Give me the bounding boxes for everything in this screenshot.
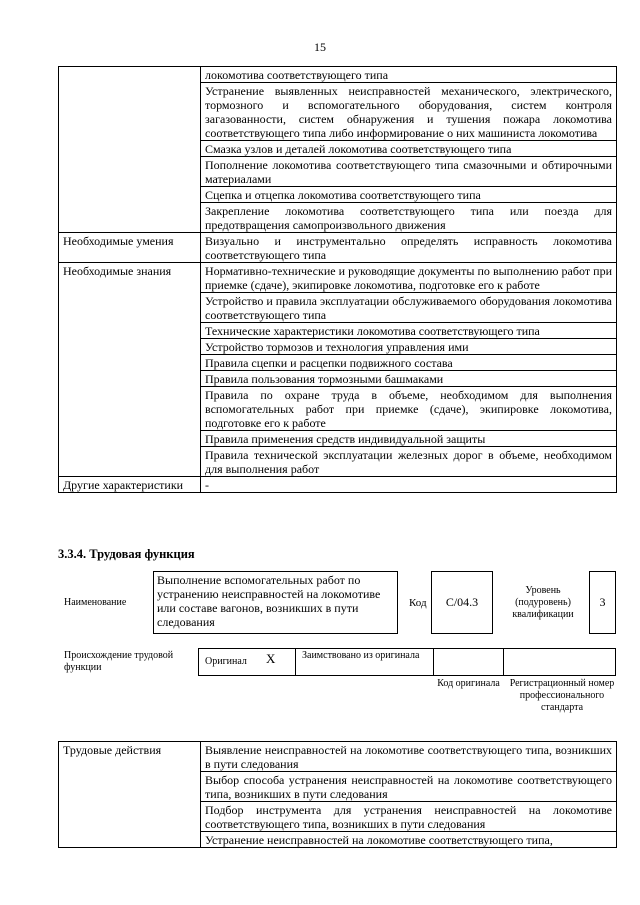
row-label	[59, 67, 201, 233]
original-mark: X	[266, 651, 276, 666]
level-label: Уровень (подуровень) квалификации	[512, 585, 574, 620]
row-text: -	[201, 477, 617, 493]
borrowed-label: Заимствовано из оригинала	[302, 650, 420, 661]
table-row	[59, 477, 617, 493]
row-text: Сцепка и отцепка локомотива соответствующего типа	[201, 187, 617, 203]
code-original-cell	[433, 648, 504, 676]
row-text: Правила применения средств индивидуальной защиты	[201, 431, 617, 447]
name-label: Наименование	[64, 597, 127, 608]
page-number: 15	[314, 40, 326, 54]
table-row	[59, 742, 617, 772]
reg-number-label: Регистрационный номер профессионального стандарта	[509, 678, 615, 713]
row-text: Закрепление локомотива соответствующего типа или поезда для предотвращения самопроизвольного движения	[201, 203, 617, 233]
function-name-box: Выполнение вспомогательных работ по устранению неисправностей на локомотиве или составе вагонов, возникших в пути следования	[153, 571, 398, 634]
level-value-box: 3	[589, 571, 616, 634]
row-text: Технические характеристики локомотива соответствующего типа	[201, 323, 617, 339]
labor-actions-table	[58, 741, 617, 848]
row-text: Устранение выявленных неисправностей механического, электрического, тормозного и вспомогательного оборудования, систем контроля загазованности, систем обнаружения и тушения пожара локомотива соответствующего типа либо информирование о них машиниста локомотива	[201, 83, 617, 141]
origin-label: Происхождение трудовой функции	[64, 650, 174, 673]
row-text: Правила по охране труда в объеме, необходимом для выполнения вспомогательных работ при приемке (сдаче), экипировке локомотива, подготовке его к работе	[201, 387, 617, 431]
table-row	[59, 67, 617, 83]
row-text: Правила технической эксплуатации железных дорог в объеме, необходимом для выполнения работ	[201, 447, 617, 477]
row-text: Устранение неисправностей на локомотиве соответствующего типа,	[201, 832, 617, 848]
row-text: Визуально и инструментально определять исправность локомотива соответствующего типа	[201, 233, 617, 263]
code-value-box: С/04.3	[431, 571, 493, 634]
row-label: Необходимые знания	[59, 263, 201, 477]
row-text: локомотива соответствующего типа	[201, 67, 617, 83]
code-label: Код	[409, 597, 427, 609]
row-text: Смазка узлов и деталей локомотива соответствующего типа	[201, 141, 617, 157]
row-text: Подбор инструмента для устранения неисправностей на локомотиве соответствующего типа, возникших в пути следования	[201, 802, 617, 832]
row-text: Правила сцепки и расцепки подвижного состава	[201, 355, 617, 371]
section-heading: 3.3.4. Трудовая функция	[58, 547, 195, 561]
row-text: Нормативно-технические и руководящие документы по выполнению работ при приемке (сдаче), экипировке локомотива, подготовке его к работе	[201, 263, 617, 293]
row-text: Устройство тормозов и технология управления ими	[201, 339, 617, 355]
row-label: Другие характеристики	[59, 477, 201, 493]
row-text: Выявление неисправностей на локомотиве соответствующего типа, возникших в пути следования	[201, 742, 617, 772]
original-label: Оригинал	[205, 656, 247, 667]
table-row	[59, 263, 617, 293]
row-text: Устройство и правила эксплуатации обслуживаемого оборудования локомотива соответствующего типа	[201, 293, 617, 323]
table-row	[59, 233, 617, 263]
competency-table	[58, 66, 617, 493]
row-text: Выбор способа устранения неисправностей на локомотиве соответствующего типа, возникших в пути следования	[201, 772, 617, 802]
row-text: Пополнение локомотива соответствующего типа смазочными и обтирочными материалами	[201, 157, 617, 187]
row-text: Правила пользования тормозными башмаками	[201, 371, 617, 387]
row-label: Трудовые действия	[59, 742, 201, 848]
row-label: Необходимые умения	[59, 233, 201, 263]
code-original-label: Код оригинала	[437, 678, 500, 689]
